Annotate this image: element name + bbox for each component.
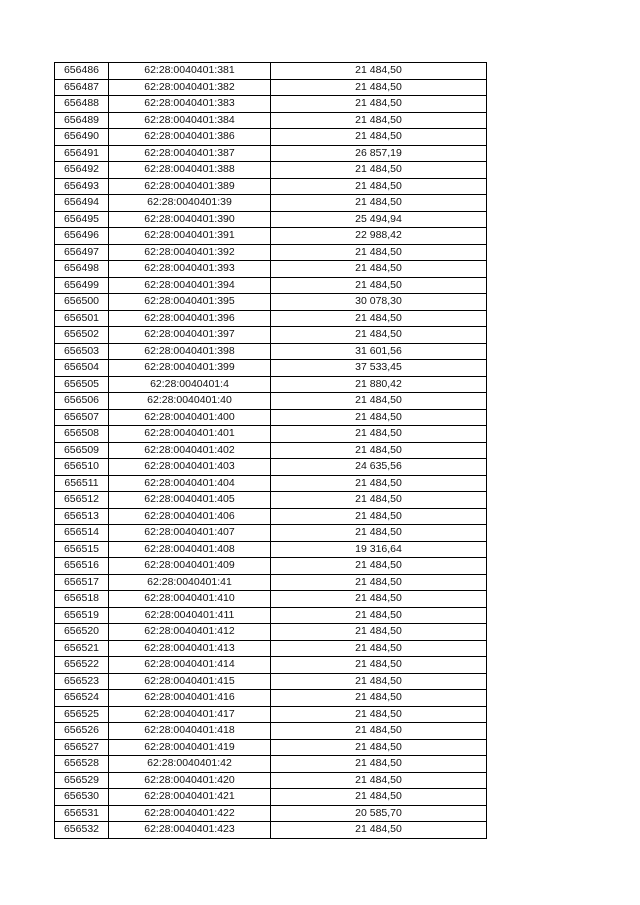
table-row xyxy=(55,772,487,789)
value-cell: 31 601,56 xyxy=(271,343,487,360)
row-number-cell: 656532 xyxy=(55,822,109,839)
cadastral-number-cell: 62:28:0040401:42 xyxy=(109,756,271,773)
table-row xyxy=(55,442,487,459)
cadastral-number-cell: 62:28:0040401:416 xyxy=(109,690,271,707)
table-row xyxy=(55,805,487,822)
table-row xyxy=(55,409,487,426)
row-number-cell: 656513 xyxy=(55,508,109,525)
value-cell: 21 484,50 xyxy=(271,706,487,723)
row-number-cell: 656519 xyxy=(55,607,109,624)
table-row xyxy=(55,525,487,542)
cadastral-number-cell: 62:28:0040401:40 xyxy=(109,393,271,410)
cadastral-number-cell: 62:28:0040401:420 xyxy=(109,772,271,789)
cadastral-number-cell: 62:28:0040401:399 xyxy=(109,360,271,377)
value-cell: 21 484,50 xyxy=(271,558,487,575)
table-row xyxy=(55,178,487,195)
row-number-cell: 656511 xyxy=(55,475,109,492)
value-cell: 21 484,50 xyxy=(271,79,487,96)
row-number-cell: 656529 xyxy=(55,772,109,789)
table-body xyxy=(55,63,487,839)
cadastral-number-cell: 62:28:0040401:39 xyxy=(109,195,271,212)
table-row xyxy=(55,723,487,740)
row-number-cell: 656509 xyxy=(55,442,109,459)
table-row xyxy=(55,244,487,261)
row-number-cell: 656510 xyxy=(55,459,109,476)
row-number-cell: 656498 xyxy=(55,261,109,278)
value-cell: 21 484,50 xyxy=(271,310,487,327)
cadastral-number-cell: 62:28:0040401:394 xyxy=(109,277,271,294)
table-row xyxy=(55,492,487,509)
value-cell: 21 484,50 xyxy=(271,277,487,294)
table-row xyxy=(55,690,487,707)
row-number-cell: 656499 xyxy=(55,277,109,294)
value-cell: 20 585,70 xyxy=(271,805,487,822)
value-cell: 21 484,50 xyxy=(271,162,487,179)
cadastral-number-cell: 62:28:0040401:382 xyxy=(109,79,271,96)
table-row xyxy=(55,294,487,311)
value-cell: 21 484,50 xyxy=(271,261,487,278)
table-row xyxy=(55,195,487,212)
table-row xyxy=(55,376,487,393)
row-number-cell: 656504 xyxy=(55,360,109,377)
value-cell: 19 316,64 xyxy=(271,541,487,558)
row-number-cell: 656525 xyxy=(55,706,109,723)
row-number-cell: 656506 xyxy=(55,393,109,410)
row-number-cell: 656487 xyxy=(55,79,109,96)
cadastral-number-cell: 62:28:0040401:407 xyxy=(109,525,271,542)
table-row xyxy=(55,310,487,327)
cadastral-number-cell: 62:28:0040401:406 xyxy=(109,508,271,525)
value-cell: 21 484,50 xyxy=(271,772,487,789)
cadastral-number-cell: 62:28:0040401:419 xyxy=(109,739,271,756)
cadastral-number-cell: 62:28:0040401:387 xyxy=(109,145,271,162)
table-row xyxy=(55,475,487,492)
value-cell: 21 484,50 xyxy=(271,673,487,690)
table-row xyxy=(55,426,487,443)
row-number-cell: 656486 xyxy=(55,63,109,80)
value-cell: 22 988,42 xyxy=(271,228,487,245)
table-row xyxy=(55,508,487,525)
value-cell: 21 484,50 xyxy=(271,129,487,146)
cadastral-number-cell: 62:28:0040401:422 xyxy=(109,805,271,822)
row-number-cell: 656514 xyxy=(55,525,109,542)
row-number-cell: 656518 xyxy=(55,591,109,608)
row-number-cell: 656521 xyxy=(55,640,109,657)
value-cell: 21 484,50 xyxy=(271,178,487,195)
cadastral-number-cell: 62:28:0040401:41 xyxy=(109,574,271,591)
row-number-cell: 656497 xyxy=(55,244,109,261)
table-row xyxy=(55,145,487,162)
row-number-cell: 656522 xyxy=(55,657,109,674)
cadastral-number-cell: 62:28:0040401:381 xyxy=(109,63,271,80)
row-number-cell: 656493 xyxy=(55,178,109,195)
value-cell: 37 533,45 xyxy=(271,360,487,377)
row-number-cell: 656488 xyxy=(55,96,109,113)
row-number-cell: 656500 xyxy=(55,294,109,311)
cadastral-number-cell: 62:28:0040401:398 xyxy=(109,343,271,360)
row-number-cell: 656512 xyxy=(55,492,109,509)
cadastral-number-cell: 62:28:0040401:393 xyxy=(109,261,271,278)
table-row xyxy=(55,63,487,80)
value-cell: 21 880,42 xyxy=(271,376,487,393)
value-cell: 21 484,50 xyxy=(271,492,487,509)
value-cell: 21 484,50 xyxy=(271,475,487,492)
cadastral-number-cell: 62:28:0040401:383 xyxy=(109,96,271,113)
value-cell: 21 484,50 xyxy=(271,723,487,740)
row-number-cell: 656503 xyxy=(55,343,109,360)
value-cell: 25 494,94 xyxy=(271,211,487,228)
value-cell: 21 484,50 xyxy=(271,244,487,261)
cadastral-number-cell: 62:28:0040401:413 xyxy=(109,640,271,657)
cadastral-number-cell: 62:28:0040401:404 xyxy=(109,475,271,492)
table-row xyxy=(55,96,487,113)
value-cell: 21 484,50 xyxy=(271,63,487,80)
value-cell: 21 484,50 xyxy=(271,327,487,344)
value-cell: 21 484,50 xyxy=(271,525,487,542)
table-row xyxy=(55,162,487,179)
row-number-cell: 656505 xyxy=(55,376,109,393)
row-number-cell: 656520 xyxy=(55,624,109,641)
cadastral-number-cell: 62:28:0040401:400 xyxy=(109,409,271,426)
row-number-cell: 656501 xyxy=(55,310,109,327)
value-cell: 21 484,50 xyxy=(271,195,487,212)
table-row xyxy=(55,129,487,146)
value-cell: 21 484,50 xyxy=(271,112,487,129)
table-row xyxy=(55,228,487,245)
value-cell: 21 484,50 xyxy=(271,690,487,707)
cadastral-number-cell: 62:28:0040401:397 xyxy=(109,327,271,344)
row-number-cell: 656491 xyxy=(55,145,109,162)
row-number-cell: 656516 xyxy=(55,558,109,575)
value-cell: 21 484,50 xyxy=(271,591,487,608)
table-row xyxy=(55,541,487,558)
cadastral-number-cell: 62:28:0040401:410 xyxy=(109,591,271,608)
row-number-cell: 656495 xyxy=(55,211,109,228)
table-row xyxy=(55,756,487,773)
row-number-cell: 656530 xyxy=(55,789,109,806)
cadastral-number-cell: 62:28:0040401:417 xyxy=(109,706,271,723)
row-number-cell: 656490 xyxy=(55,129,109,146)
row-number-cell: 656508 xyxy=(55,426,109,443)
value-cell: 21 484,50 xyxy=(271,607,487,624)
table-row xyxy=(55,393,487,410)
table-row xyxy=(55,261,487,278)
row-number-cell: 656489 xyxy=(55,112,109,129)
cadastral-number-cell: 62:28:0040401:391 xyxy=(109,228,271,245)
cadastral-number-cell: 62:28:0040401:411 xyxy=(109,607,271,624)
row-number-cell: 656496 xyxy=(55,228,109,245)
value-cell: 21 484,50 xyxy=(271,789,487,806)
value-cell: 21 484,50 xyxy=(271,739,487,756)
cadastral-number-cell: 62:28:0040401:408 xyxy=(109,541,271,558)
value-cell: 26 857,19 xyxy=(271,145,487,162)
table-row xyxy=(55,657,487,674)
table-row xyxy=(55,739,487,756)
value-cell: 21 484,50 xyxy=(271,442,487,459)
cadastral-number-cell: 62:28:0040401:396 xyxy=(109,310,271,327)
table-row xyxy=(55,822,487,839)
table-row xyxy=(55,360,487,377)
value-cell: 21 484,50 xyxy=(271,822,487,839)
cadastral-number-cell: 62:28:0040401:403 xyxy=(109,459,271,476)
row-number-cell: 656527 xyxy=(55,739,109,756)
cadastral-number-cell: 62:28:0040401:421 xyxy=(109,789,271,806)
value-cell: 21 484,50 xyxy=(271,96,487,113)
table-row xyxy=(55,459,487,476)
row-number-cell: 656494 xyxy=(55,195,109,212)
cadastral-number-cell: 62:28:0040401:395 xyxy=(109,294,271,311)
row-number-cell: 656528 xyxy=(55,756,109,773)
cadastral-number-cell: 62:28:0040401:409 xyxy=(109,558,271,575)
cadastral-value-table xyxy=(54,62,487,839)
row-number-cell: 656524 xyxy=(55,690,109,707)
cadastral-number-cell: 62:28:0040401:4 xyxy=(109,376,271,393)
cadastral-number-cell: 62:28:0040401:386 xyxy=(109,129,271,146)
cadastral-number-cell: 62:28:0040401:412 xyxy=(109,624,271,641)
row-number-cell: 656531 xyxy=(55,805,109,822)
cadastral-number-cell: 62:28:0040401:388 xyxy=(109,162,271,179)
value-cell: 21 484,50 xyxy=(271,640,487,657)
value-cell: 21 484,50 xyxy=(271,393,487,410)
table-row xyxy=(55,211,487,228)
cadastral-number-cell: 62:28:0040401:390 xyxy=(109,211,271,228)
value-cell: 21 484,50 xyxy=(271,624,487,641)
table-row xyxy=(55,624,487,641)
cadastral-number-cell: 62:28:0040401:415 xyxy=(109,673,271,690)
table-row xyxy=(55,343,487,360)
table-row xyxy=(55,640,487,657)
cadastral-number-cell: 62:28:0040401:401 xyxy=(109,426,271,443)
value-cell: 21 484,50 xyxy=(271,574,487,591)
table-row xyxy=(55,112,487,129)
value-cell: 21 484,50 xyxy=(271,426,487,443)
table-row xyxy=(55,558,487,575)
cadastral-number-cell: 62:28:0040401:402 xyxy=(109,442,271,459)
row-number-cell: 656507 xyxy=(55,409,109,426)
row-number-cell: 656526 xyxy=(55,723,109,740)
table-row xyxy=(55,607,487,624)
value-cell: 24 635,56 xyxy=(271,459,487,476)
cadastral-number-cell: 62:28:0040401:423 xyxy=(109,822,271,839)
table-row xyxy=(55,706,487,723)
table-row xyxy=(55,277,487,294)
row-number-cell: 656517 xyxy=(55,574,109,591)
cadastral-number-cell: 62:28:0040401:414 xyxy=(109,657,271,674)
table-row xyxy=(55,591,487,608)
table-row xyxy=(55,327,487,344)
cadastral-number-cell: 62:28:0040401:392 xyxy=(109,244,271,261)
value-cell: 21 484,50 xyxy=(271,657,487,674)
cadastral-number-cell: 62:28:0040401:384 xyxy=(109,112,271,129)
value-cell: 21 484,50 xyxy=(271,409,487,426)
value-cell: 21 484,50 xyxy=(271,508,487,525)
table-row xyxy=(55,79,487,96)
table-row xyxy=(55,574,487,591)
value-cell: 21 484,50 xyxy=(271,756,487,773)
row-number-cell: 656523 xyxy=(55,673,109,690)
value-cell: 30 078,30 xyxy=(271,294,487,311)
cadastral-number-cell: 62:28:0040401:418 xyxy=(109,723,271,740)
table-row xyxy=(55,789,487,806)
row-number-cell: 656492 xyxy=(55,162,109,179)
table-row xyxy=(55,673,487,690)
row-number-cell: 656515 xyxy=(55,541,109,558)
cadastral-number-cell: 62:28:0040401:405 xyxy=(109,492,271,509)
cadastral-number-cell: 62:28:0040401:389 xyxy=(109,178,271,195)
row-number-cell: 656502 xyxy=(55,327,109,344)
